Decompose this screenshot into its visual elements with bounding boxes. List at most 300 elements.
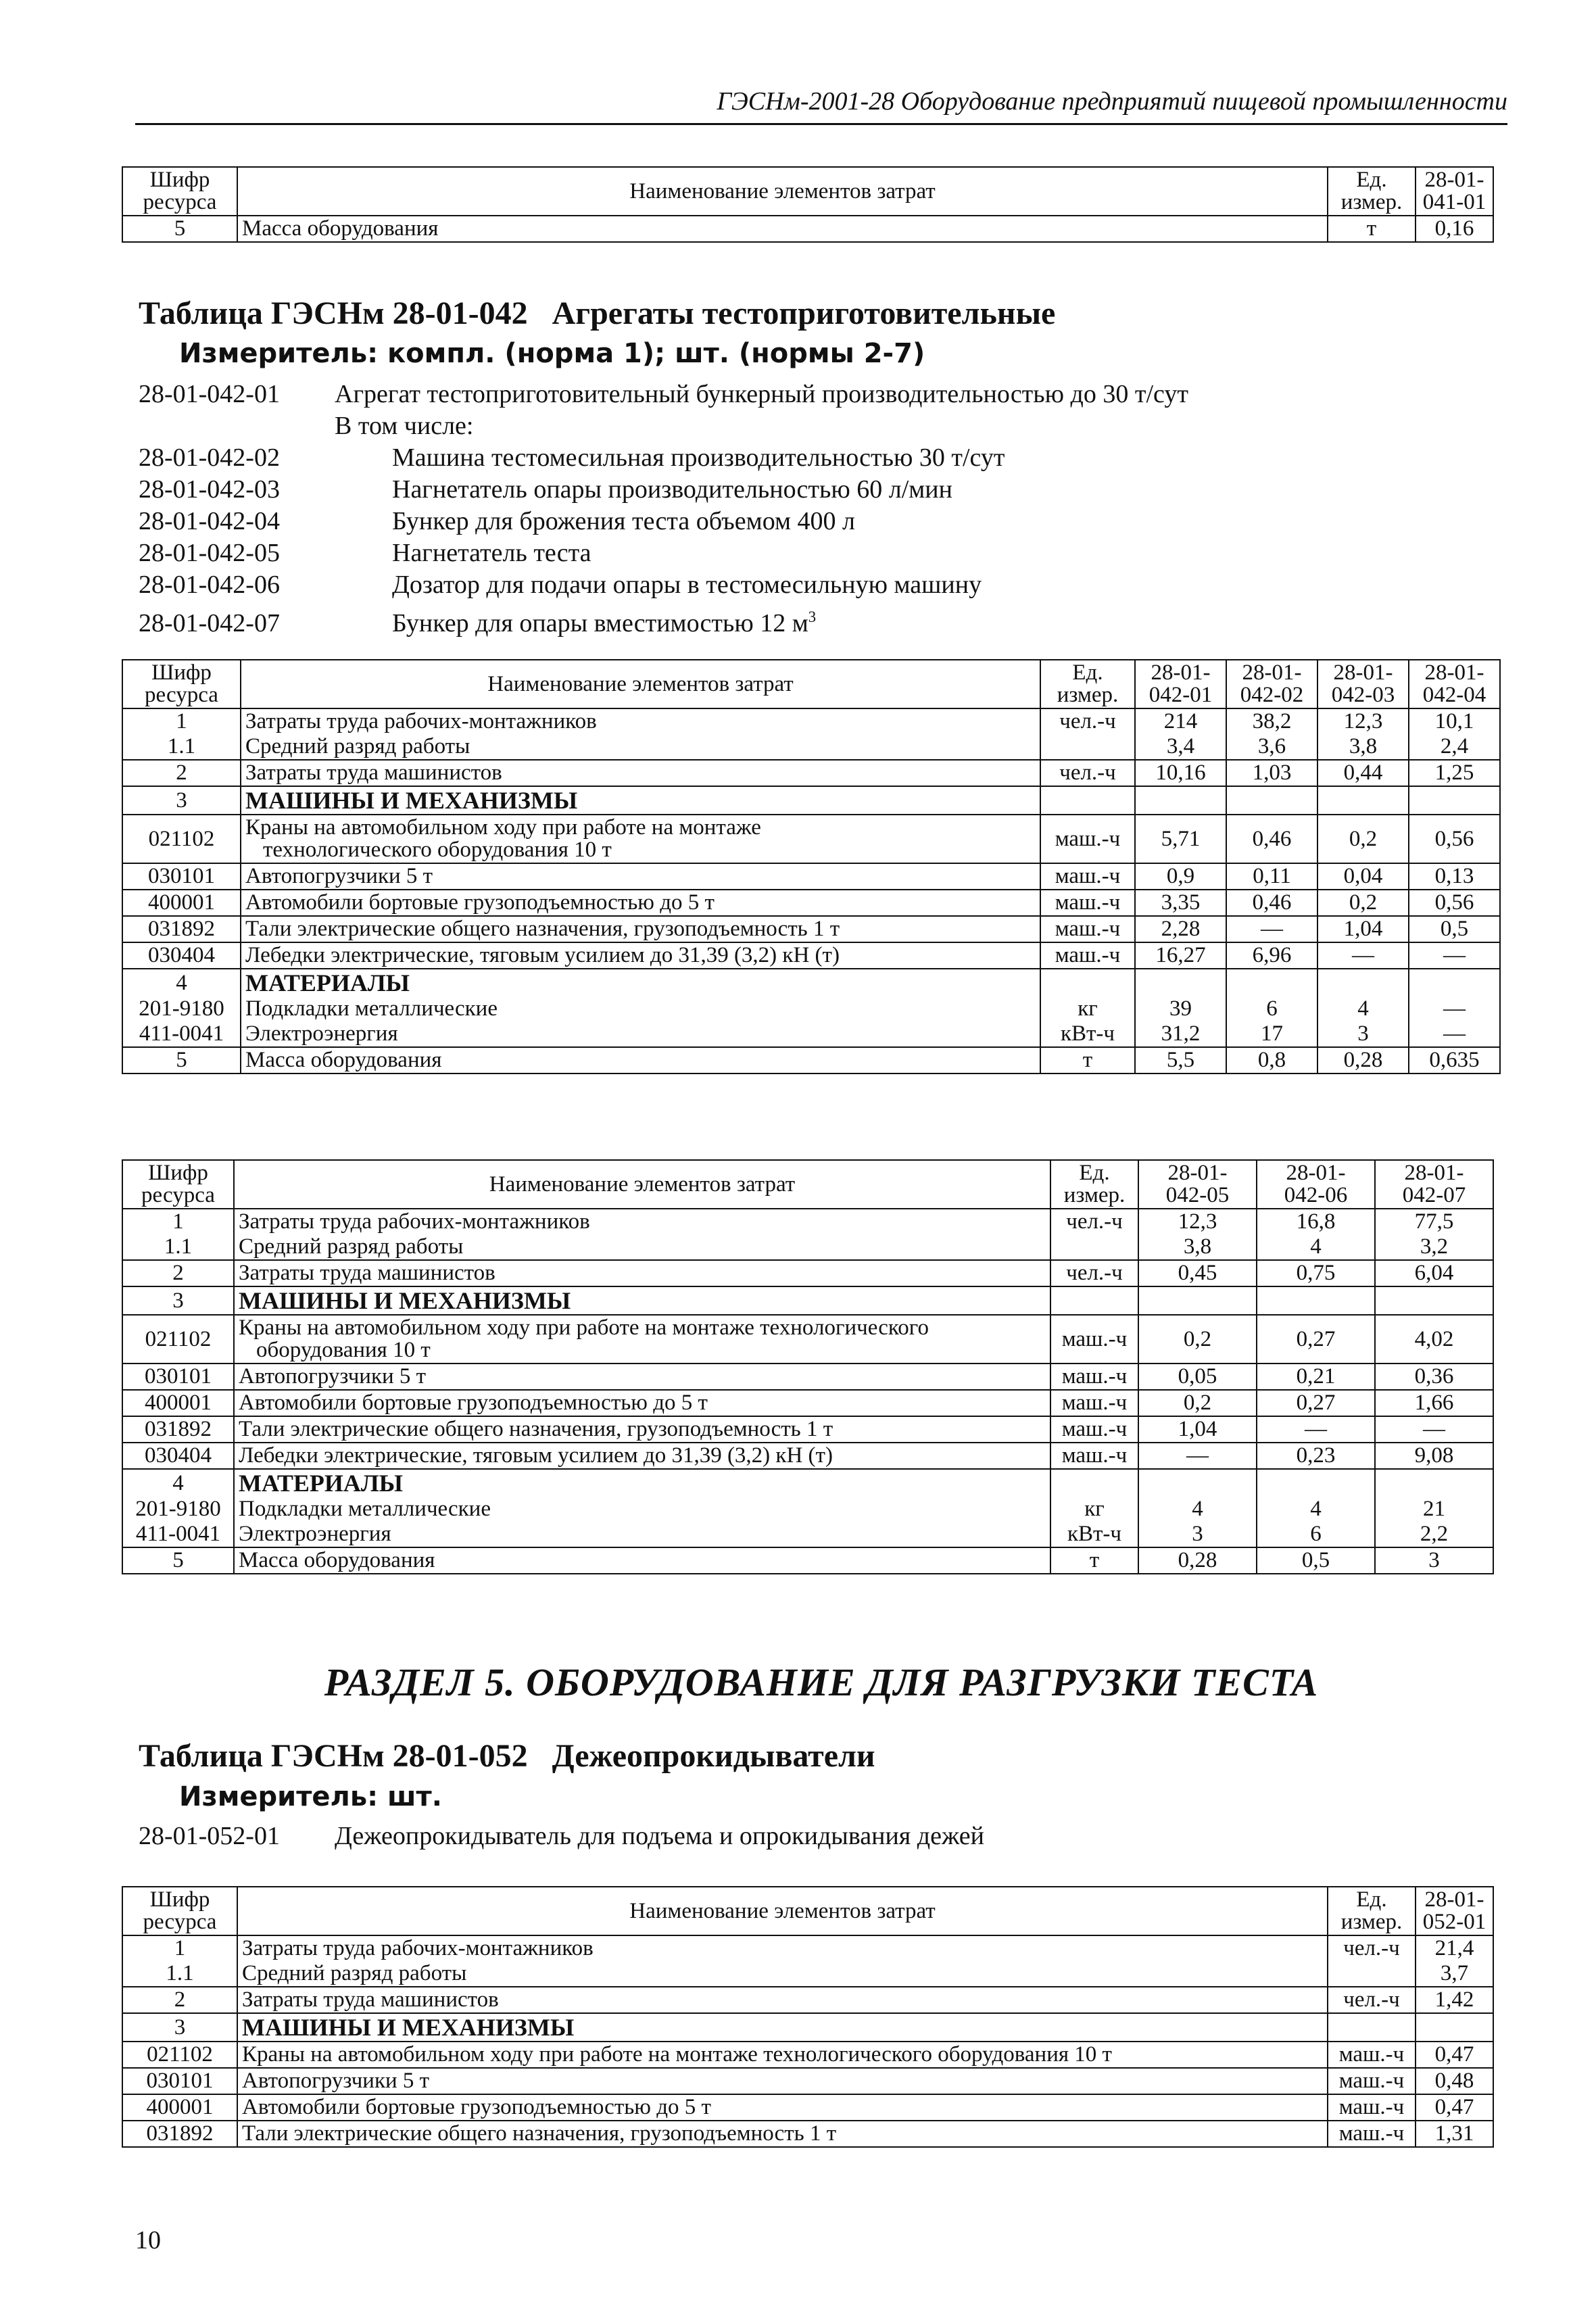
- resource-unit: маш.-ч: [1050, 1443, 1138, 1469]
- resource-name-text: Автомобили бортовые грузоподъемностью до 5 т: [245, 890, 715, 915]
- norm-text: Дозатор для подачи опары в тестомесильную машину: [392, 571, 982, 599]
- resource-value: 1,66: [1375, 1390, 1493, 1416]
- norm-code: 28-01-042-01: [139, 380, 280, 408]
- norm-text: Бункер для брожения теста объемом 400 л: [392, 507, 855, 535]
- measure-052: Измеритель: шт.: [179, 1781, 442, 1812]
- norm-code-bottom: 042-05: [1165, 1183, 1230, 1207]
- resource-name-text: Краны на автомобильном ходу при работе на монтаже: [245, 815, 761, 840]
- resource-code: 1: [122, 1935, 237, 1961]
- resource-code: 400001: [122, 1390, 234, 1416]
- table-row: [122, 1047, 1500, 1073]
- resource-code: 030101: [122, 863, 241, 890]
- resource-value: 17: [1226, 1021, 1317, 1047]
- resource-name-text: Электроэнергия: [239, 1522, 391, 1546]
- resource-name: Масса оборудования: [237, 216, 1328, 242]
- resource-value: —: [1375, 1416, 1493, 1443]
- resource-name: [234, 1547, 1050, 1574]
- resource-value: 3: [1317, 1021, 1409, 1047]
- resource-unit: чел.-ч: [1328, 1987, 1416, 2013]
- table-title-name: Дежеопрокидыватели: [552, 1738, 875, 1774]
- col-header-code-line: Шифр: [151, 660, 212, 685]
- resource-code: 3: [122, 2013, 237, 2042]
- col-header-norm: [1257, 1160, 1375, 1209]
- resource-code: 1: [122, 708, 241, 734]
- resource-unit: кВт-ч: [1040, 1021, 1135, 1047]
- resource-unit: маш.-ч: [1040, 890, 1135, 916]
- resource-name-text: Тали электрические общего назначения, грузоподъемность 1 т: [245, 917, 840, 941]
- resource-value: [1226, 786, 1317, 815]
- col-header-code: [122, 660, 241, 708]
- resource-name: [237, 2013, 1328, 2042]
- resource-name: [234, 1234, 1050, 1260]
- resource-value: [1375, 1469, 1493, 1497]
- col-header-norm: [1135, 660, 1226, 708]
- norm-code-bottom: 042-06: [1284, 1183, 1348, 1207]
- resource-value: [1135, 786, 1226, 815]
- table-row: [122, 1364, 1493, 1390]
- resource-unit: [1040, 969, 1135, 996]
- resource-value: 0,36: [1375, 1364, 1493, 1390]
- resource-name-text: Подкладки металлические: [239, 1497, 491, 1521]
- resource-name: [241, 1047, 1040, 1073]
- resource-value: —: [1226, 916, 1317, 942]
- resource-code: 031892: [122, 1416, 234, 1443]
- resource-unit: маш.-ч: [1050, 1315, 1138, 1364]
- table-row: [122, 1443, 1493, 1469]
- resource-value: 10,16: [1135, 760, 1226, 786]
- resource-unit: кг: [1040, 996, 1135, 1021]
- col-header-unit-line: измер.: [1063, 1183, 1126, 1207]
- table-title-052: [139, 1737, 875, 1775]
- resource-unit: чел.-ч: [1328, 1935, 1416, 1961]
- resource-unit: [1328, 2013, 1416, 2042]
- header-rule: [135, 123, 1507, 125]
- resource-value: 3,4: [1135, 734, 1226, 760]
- resource-value: 21,4: [1416, 1935, 1493, 1961]
- resource-name: [241, 815, 1040, 863]
- norm-list-042: [139, 379, 1188, 640]
- table-row: [122, 863, 1500, 890]
- col-header-unit-line: Ед.: [1356, 1887, 1387, 1912]
- col-header-unit-line: Ед.: [1079, 1161, 1110, 1185]
- resource-value: 2,28: [1135, 916, 1226, 942]
- resource-value: 0,47: [1416, 2094, 1493, 2121]
- col-header-unit: [1050, 1160, 1138, 1209]
- resource-name: [241, 969, 1040, 996]
- norm-text: Агрегат тестоприготовительный бункерный производительностью до 30 т/сут: [335, 380, 1188, 408]
- resource-code: 201-9180: [122, 996, 241, 1021]
- resource-unit: маш.-ч: [1040, 942, 1135, 969]
- resource-value: 21: [1375, 1497, 1493, 1522]
- resource-unit: кг: [1050, 1497, 1138, 1522]
- resource-code: 1: [122, 1209, 234, 1234]
- resource-code: 2: [122, 1260, 234, 1286]
- norm-row: [139, 410, 1188, 442]
- resource-value: 6,96: [1226, 942, 1317, 969]
- resource-name-text: Масса оборудования: [245, 1048, 442, 1072]
- table-row: [122, 890, 1500, 916]
- col-header-norm: [1138, 1160, 1257, 1209]
- resource-code: 021102: [122, 815, 241, 863]
- resource-code: 030404: [122, 942, 241, 969]
- resource-value: [1138, 1469, 1257, 1497]
- resource-name-text: Затраты труда рабочих-монтажников: [239, 1209, 590, 1234]
- resource-code: 2: [122, 760, 241, 786]
- resource-value: 38,2: [1226, 708, 1317, 734]
- resource-value: 0,56: [1409, 890, 1500, 916]
- resource-name: [234, 1416, 1050, 1443]
- norm-code: 28-01-042-05: [139, 539, 280, 567]
- resource-value: [1226, 969, 1317, 996]
- resource-name: [234, 1497, 1050, 1522]
- resource-value: 0,05: [1138, 1364, 1257, 1390]
- resource-code: 400001: [122, 2094, 237, 2121]
- table-row: [122, 2068, 1493, 2094]
- resource-unit: [1050, 1234, 1138, 1260]
- norm-text: Нагнетатель опары производительностью 60 л/мин: [392, 475, 952, 504]
- resource-value: 77,5: [1375, 1209, 1493, 1234]
- resource-code: 5: [122, 1047, 241, 1073]
- norm-code-top: 28-01-: [1151, 660, 1211, 685]
- resource-unit: [1328, 1961, 1416, 1987]
- table-row: [122, 1935, 1493, 1961]
- resource-name-text: Средний разряд работы: [245, 734, 470, 758]
- resource-value: 214: [1135, 708, 1226, 734]
- resource-value: 5,5: [1135, 1047, 1226, 1073]
- resource-name-text: Лебедки электрические, тяговым усилием до 31,39 (3,2) кН (т): [245, 943, 840, 967]
- norm-code: 28-01-042-07: [139, 608, 280, 637]
- col-header-unit: Ед. измер.: [1328, 167, 1416, 216]
- resource-value: —: [1409, 996, 1500, 1021]
- resource-value: [1409, 786, 1500, 815]
- resource-name: [234, 1522, 1050, 1547]
- table-row: [122, 734, 1500, 760]
- measure-042: Измеритель: компл. (норма 1); шт. (нормы 2-7): [179, 338, 925, 369]
- resource-code: 4: [122, 969, 241, 996]
- table-row: [122, 1497, 1493, 1522]
- norm-code-top: 28-01-: [1167, 1161, 1228, 1185]
- norm-row: [139, 442, 1188, 474]
- resource-name-text: Автопогрузчики 5 т: [239, 1364, 427, 1389]
- norm-code-bottom: 042-04: [1422, 683, 1486, 707]
- resource-name: [241, 708, 1040, 734]
- norm-text: В том числе:: [335, 412, 474, 440]
- table-row: [122, 2042, 1493, 2068]
- resource-code: 201-9180: [122, 1497, 234, 1522]
- resource-name-continuation: технологического оборудования 10 т: [263, 838, 612, 862]
- norm-row: [139, 379, 1188, 410]
- resource-unit: [1050, 1286, 1138, 1315]
- table-header-row: [122, 167, 1493, 216]
- col-header-norm: [1375, 1160, 1493, 1209]
- resource-code: 030101: [122, 1364, 234, 1390]
- resource-value: 1,31: [1416, 2121, 1493, 2147]
- resource-value: 0,2: [1317, 815, 1409, 863]
- resource-code: 4: [122, 1469, 234, 1497]
- resource-value: 4,02: [1375, 1315, 1493, 1364]
- resource-value: 3,8: [1138, 1234, 1257, 1260]
- resource-value: [1317, 969, 1409, 996]
- resource-value: —: [1409, 1021, 1500, 1047]
- resource-value: [1135, 969, 1226, 996]
- resource-unit: маш.-ч: [1050, 1364, 1138, 1390]
- col-header-code: Шифр ресурса: [122, 167, 237, 216]
- resource-value: 0,27: [1257, 1390, 1375, 1416]
- resource-value: 4: [1138, 1497, 1257, 1522]
- resource-name-text: МАТЕРИАЛЫ: [239, 1470, 403, 1497]
- resource-unit: [1040, 786, 1135, 815]
- resource-unit: т: [1050, 1547, 1138, 1574]
- resource-name: [234, 1364, 1050, 1390]
- norm-row: [139, 601, 1188, 640]
- resource-value: —: [1409, 942, 1500, 969]
- resource-code: 021102: [122, 1315, 234, 1364]
- col-header-code-line: ресурса: [141, 1183, 215, 1207]
- table-title-code: Таблица ГЭСНм 28-01-042: [139, 295, 528, 331]
- resource-value: 16,27: [1135, 942, 1226, 969]
- resource-unit: маш.-ч: [1328, 2121, 1416, 2147]
- resource-name: [241, 916, 1040, 942]
- resource-name-text: Автопогрузчики 5 т: [242, 2069, 430, 2093]
- norm-code-top: 28-01-: [1404, 1161, 1464, 1185]
- resource-value: 0,46: [1226, 815, 1317, 863]
- resource-name-text: Подкладки металлические: [245, 996, 498, 1021]
- table-row: [122, 1522, 1493, 1547]
- table-group-row: [122, 2013, 1493, 2042]
- norm-code-top: 28-01-: [1286, 1161, 1346, 1185]
- resource-value: [1317, 786, 1409, 815]
- resource-table-041: [122, 166, 1494, 243]
- resource-name: [241, 942, 1040, 969]
- resource-name: [237, 1987, 1328, 2013]
- norm-text: Машина тестомесильная производительностью 30 т/сут: [392, 443, 1005, 472]
- resource-value: [1416, 2013, 1493, 2042]
- resource-unit: маш.-ч: [1328, 2068, 1416, 2094]
- resource-value: 0,8: [1226, 1047, 1317, 1073]
- resource-name-text: Масса оборудования: [239, 1548, 435, 1572]
- norm-row: [139, 537, 1188, 569]
- table-row: [122, 996, 1500, 1021]
- table-row: [122, 216, 1493, 242]
- norm-code: 28-01-052-01: [139, 1822, 280, 1850]
- table-header-row: [122, 1887, 1493, 1935]
- table-row: [122, 760, 1500, 786]
- norm-code-bottom: 052-01: [1422, 1910, 1486, 1934]
- resource-name: [241, 734, 1040, 760]
- resource-value: 3,6: [1226, 734, 1317, 760]
- col-header-unit-line: измер.: [1057, 683, 1119, 707]
- resource-unit: т: [1040, 1047, 1135, 1073]
- resource-unit: маш.-ч: [1050, 1390, 1138, 1416]
- resource-name-text: Автомобили бортовые грузоподъемностью до 5 т: [239, 1391, 708, 1415]
- col-header-code-line: ресурса: [145, 683, 218, 707]
- norm-row: [139, 569, 1188, 601]
- resource-name-text: МАШИНЫ И МЕХАНИЗМЫ: [242, 2014, 575, 2041]
- resource-value: 0,23: [1257, 1443, 1375, 1469]
- resource-value: 3: [1375, 1547, 1493, 1574]
- table-row: [122, 1416, 1493, 1443]
- resource-value: —: [1317, 942, 1409, 969]
- resource-value: 3: [1138, 1522, 1257, 1547]
- col-header-name: Наименование элементов затрат: [237, 167, 1328, 216]
- resource-name: [234, 1286, 1050, 1315]
- resource-value: 3,2: [1375, 1234, 1493, 1260]
- resource-value: 0,45: [1138, 1260, 1257, 1286]
- resource-name: [234, 1315, 1050, 1364]
- resource-name-text: Краны на автомобильном ходу при работе на монтаже технологического оборудования 10 т: [242, 2042, 1112, 2067]
- resource-unit: [1050, 1469, 1138, 1497]
- table-row: [122, 1390, 1493, 1416]
- resource-value: 10,1: [1409, 708, 1500, 734]
- resource-code: 5: [122, 1547, 234, 1574]
- resource-name: [241, 1021, 1040, 1047]
- resource-code: 5: [122, 216, 237, 242]
- resource-code: 1.1: [122, 1234, 234, 1260]
- resource-value: 0,2: [1138, 1315, 1257, 1364]
- table-group-row: [122, 786, 1500, 815]
- col-header-name: Наименование элементов затрат: [241, 660, 1040, 708]
- resource-value: 9,08: [1375, 1443, 1493, 1469]
- resource-name: [237, 2094, 1328, 2121]
- resource-code: 021102: [122, 2042, 237, 2068]
- resource-name-text: Затраты труда рабочих-монтажников: [242, 1936, 594, 1960]
- table-row: [122, 1209, 1493, 1234]
- resource-code: 1.1: [122, 734, 241, 760]
- norm-code-top: 28-01-: [1424, 1887, 1484, 1912]
- resource-value: 1,04: [1317, 916, 1409, 942]
- resource-unit: маш.-ч: [1040, 916, 1135, 942]
- table-row: [122, 815, 1500, 863]
- table-row: [122, 1260, 1493, 1286]
- resource-value: 4: [1257, 1234, 1375, 1260]
- resource-code: 030101: [122, 2068, 237, 2094]
- resource-name-text: Затраты труда машинистов: [239, 1261, 495, 1285]
- table-row: [122, 1234, 1493, 1260]
- norm-row: [139, 1820, 984, 1852]
- resource-value: 0,28: [1138, 1547, 1257, 1574]
- resource-unit: чел.-ч: [1040, 760, 1135, 786]
- table-row: [122, 916, 1500, 942]
- resource-unit: т: [1328, 216, 1416, 242]
- resource-value: 2,2: [1375, 1522, 1493, 1547]
- resource-value: 2,4: [1409, 734, 1500, 760]
- resource-name-text: МАШИНЫ И МЕХАНИЗМЫ: [245, 787, 578, 814]
- norm-list-052: [139, 1820, 984, 1852]
- resource-value: 0,16: [1416, 216, 1493, 242]
- resource-unit: чел.-ч: [1050, 1260, 1138, 1286]
- resource-unit: маш.-ч: [1040, 863, 1135, 890]
- resource-value: 39: [1135, 996, 1226, 1021]
- resource-name-text: Лебедки электрические, тяговым усилием до 31,39 (3,2) кН (т): [239, 1443, 833, 1468]
- table-group-row: [122, 1286, 1493, 1315]
- resource-name-text: Автомобили бортовые грузоподъемностью до 5 т: [242, 2095, 711, 2119]
- resource-value: 0,48: [1416, 2068, 1493, 2094]
- norm-superscript: 3: [808, 608, 817, 625]
- resource-unit: чел.-ч: [1050, 1209, 1138, 1234]
- col-header-norm: [1226, 660, 1317, 708]
- col-header-unit-line: Ед.: [1072, 660, 1103, 685]
- resource-value: 6,04: [1375, 1260, 1493, 1286]
- norm-code: 28-01-042-03: [139, 475, 280, 504]
- resource-table-042-part2: [122, 1159, 1494, 1574]
- resource-value: 0,2: [1317, 890, 1409, 916]
- resource-value: 1,25: [1409, 760, 1500, 786]
- resource-value: [1257, 1469, 1375, 1497]
- resource-name-continuation: оборудования 10 т: [256, 1338, 431, 1362]
- resource-value: 0,21: [1257, 1364, 1375, 1390]
- resource-code: 2: [122, 1987, 237, 2013]
- col-header-norm: [1416, 1887, 1493, 1935]
- resource-name-text: Краны на автомобильном ходу при работе на монтаже технологического: [239, 1316, 929, 1340]
- norm-code-bottom: 042-02: [1240, 683, 1304, 707]
- table-header-row: [122, 1160, 1493, 1209]
- col-header-unit-line: измер.: [1340, 1910, 1403, 1934]
- resource-value: 3,8: [1317, 734, 1409, 760]
- resource-name-text: Автопогрузчики 5 т: [245, 864, 433, 888]
- resource-unit: маш.-ч: [1040, 815, 1135, 863]
- table-row: [122, 708, 1500, 734]
- norm-code-top: 28-01-: [1424, 660, 1484, 685]
- resource-name: [241, 863, 1040, 890]
- norm-row: [139, 506, 1188, 537]
- col-header-norm: 28-01- 041-01: [1416, 167, 1493, 216]
- table-group-row: [122, 1469, 1493, 1497]
- resource-value: 1,03: [1226, 760, 1317, 786]
- table-header-row: [122, 660, 1500, 708]
- resource-unit: чел.-ч: [1040, 708, 1135, 734]
- resource-value: 0,47: [1416, 2042, 1493, 2068]
- resource-unit: маш.-ч: [1050, 1416, 1138, 1443]
- resource-name-text: МАТЕРИАЛЫ: [245, 969, 410, 996]
- resource-value: 16,8: [1257, 1209, 1375, 1234]
- resource-unit: маш.-ч: [1328, 2042, 1416, 2068]
- norm-code-top: 28-01-: [1333, 660, 1393, 685]
- resource-value: 0,27: [1257, 1315, 1375, 1364]
- resource-unit: [1040, 734, 1135, 760]
- resource-unit: кВт-ч: [1050, 1522, 1138, 1547]
- resource-value: 0,46: [1226, 890, 1317, 916]
- resource-value: 1,42: [1416, 1987, 1493, 2013]
- resource-code: 031892: [122, 2121, 237, 2147]
- resource-value: [1375, 1286, 1493, 1315]
- resource-value: [1257, 1286, 1375, 1315]
- norm-code-bottom: 042-03: [1331, 683, 1395, 707]
- col-header-norm: [1317, 660, 1409, 708]
- table-title-042: [139, 295, 1055, 332]
- resource-value: 3,7: [1416, 1961, 1493, 1987]
- resource-name: [234, 1209, 1050, 1234]
- table-group-row: [122, 969, 1500, 996]
- table-row: [122, 1021, 1500, 1047]
- table-row: [122, 1547, 1493, 1574]
- norm-code: 28-01-042-04: [139, 507, 280, 535]
- resource-code: 411-0041: [122, 1522, 234, 1547]
- resource-value: 3,35: [1135, 890, 1226, 916]
- resource-name: [234, 1443, 1050, 1469]
- resource-name: [241, 786, 1040, 815]
- resource-value: —: [1138, 1443, 1257, 1469]
- resource-value: 0,11: [1226, 863, 1317, 890]
- col-header-unit: [1328, 1887, 1416, 1935]
- table-row: [122, 2094, 1493, 2121]
- resource-code: 3: [122, 786, 241, 815]
- col-header-code-line: Шифр: [148, 1161, 208, 1185]
- norm-code: 28-01-042-02: [139, 443, 280, 472]
- resource-name: [237, 1935, 1328, 1961]
- table-title-name: Агрегаты тестоприготовительные: [552, 295, 1056, 331]
- norm-text: Бункер для опары вместимостью 12 м: [392, 608, 808, 637]
- resource-name: [241, 890, 1040, 916]
